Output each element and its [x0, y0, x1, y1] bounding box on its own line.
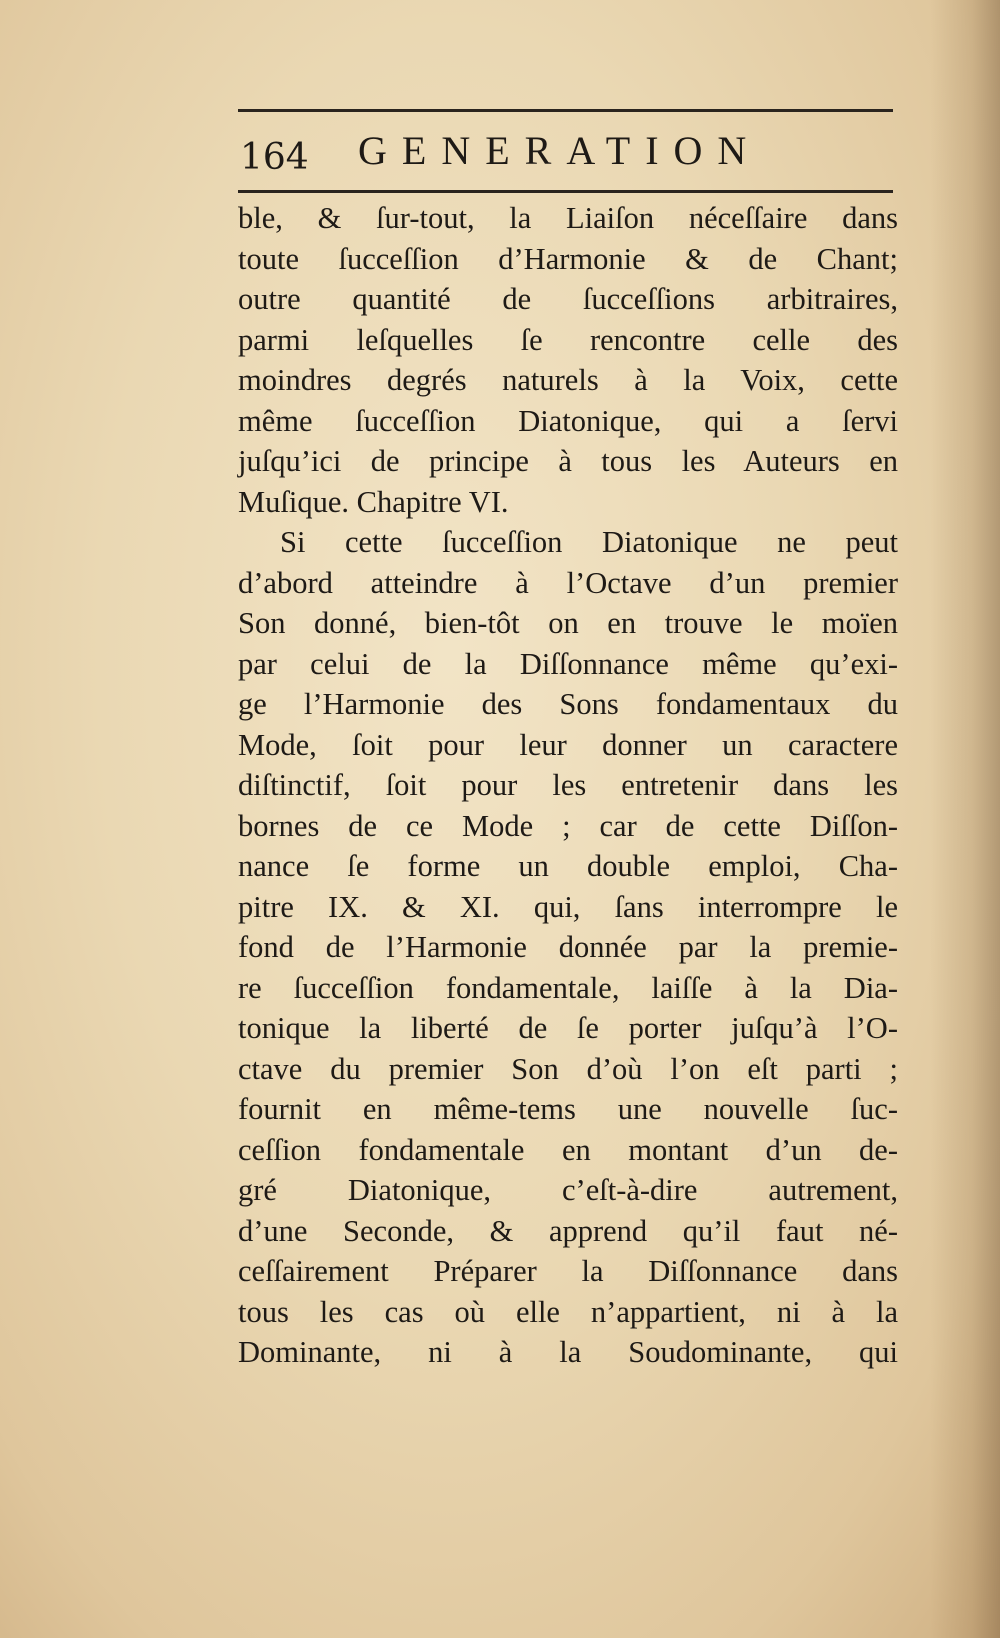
text-line: ceſſion fondamentale en montant d’un de- [238, 1132, 898, 1167]
text-line: fond de l’Harmonie donnée par la premie- [238, 930, 898, 964]
text-line: Muſique. Chapitre VI. [238, 484, 509, 519]
text-line: juſqu’ici de principe à tous les Auteurs en [238, 444, 898, 478]
text-line: outre quantité de ſucceſſions arbitraires, [238, 282, 898, 316]
running-title: GENERATION [358, 128, 762, 173]
text-line: bornes de ce Mode ; car de cette Diſſon- [238, 808, 898, 843]
text-line: Si cette ſucceſſion Diatonique ne peut [280, 525, 898, 559]
text-line: tous les cas où elle n’appartient, ni à la [238, 1294, 898, 1329]
header-rule-bottom [238, 190, 893, 193]
text-line: ge l’Harmonie des Sons fondamentaux du [238, 687, 898, 721]
text-line: re ſucceſſion fondamentale, laiſſe à la Dia- [238, 970, 898, 1005]
text-line: ble, & ſur-tout, la Liaiſon néceſſaire dans [238, 201, 898, 235]
header-rule-top [238, 109, 893, 112]
paragraph-2 [238, 522, 898, 1373]
text-line: tonique la liberté de ſe porter juſqu’à l’O- [238, 1011, 898, 1045]
text-line: parmi leſquelles ſe rencontre celle des [238, 322, 898, 357]
text-line: d’une Seconde, & apprend qu’il faut né- [238, 1213, 898, 1248]
text-line: moindres degrés naturels à la Voix, cette [238, 363, 898, 397]
text-line: gré Diatonique, c’eſt-à-dire autrement, [238, 1173, 898, 1207]
text-line: nance ſe forme un double emploi, Cha- [238, 849, 898, 883]
text-line: pitre IX. & XI. qui, ſans interrompre le [238, 889, 898, 924]
text-line: d’abord atteindre à l’Octave d’un premier [238, 565, 898, 600]
text-line: fournit en même-tems une nouvelle ſuc- [238, 1092, 898, 1126]
page-header [238, 122, 893, 184]
body-text [238, 198, 898, 1373]
text-line: diſtinctif, ſoit pour les entretenir dans les [238, 768, 898, 802]
text-line: ctave du premier Son d’où l’on eſt parti ; [238, 1051, 898, 1086]
text-line: par celui de la Diſſonnance même qu’exi- [238, 646, 898, 681]
page-number: 164 [240, 137, 309, 178]
text-line: Mode, ſoit pour leur donner un caractere [238, 727, 898, 762]
text-line: ceſſairement Préparer la Diſſonnance dans [238, 1254, 898, 1288]
text-line: Son donné, bien-tôt on en trouve le moïen [238, 606, 898, 640]
text-line: toute ſucceſſion d’Harmonie & de Chant; [238, 241, 898, 276]
paragraph-1 [238, 198, 898, 522]
text-line: même ſucceſſion Diatonique, qui a ſervi [238, 403, 898, 438]
text-line: Dominante, ni à la Soudominante, qui [238, 1335, 898, 1369]
